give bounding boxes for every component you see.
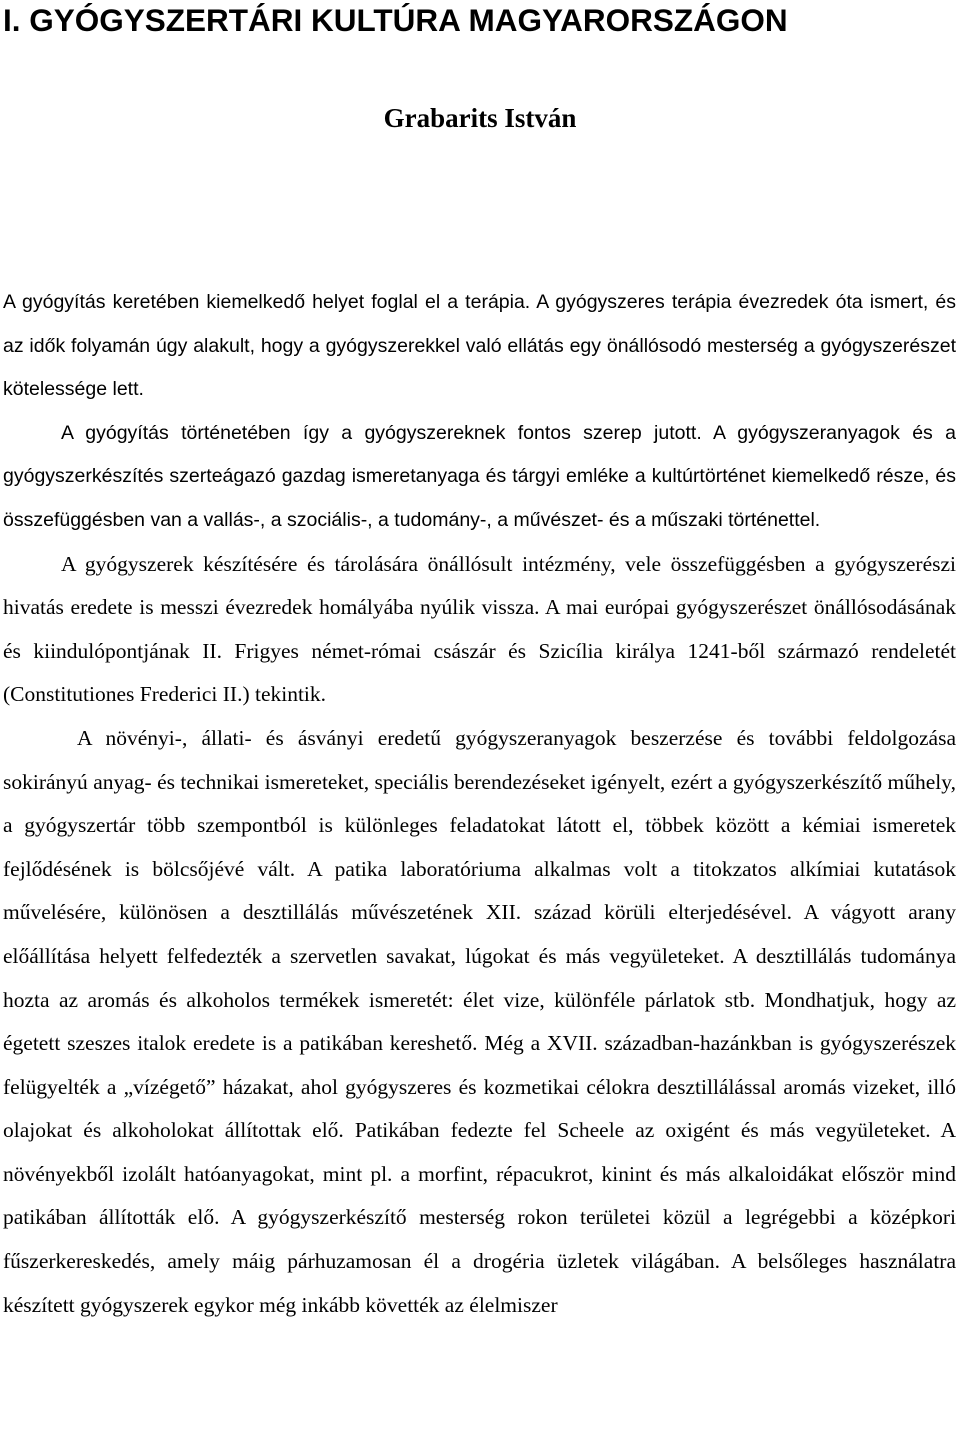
paragraph-3: A gyógyszerek készítésére és tárolására önállósult intézmény, vele összefüggésben a gyógyszerészi hivatás eredete is messzi évezredek homályába nyúlik vissza. A mai európai gyógyszerészet önállósodásának és kiindulópontjának II. Frigyes német-római császár és Szicília királya 1241-ből származó rendeletét (Constitutiones Frederici II.) tekintik. <box>3 551 956 707</box>
document-body <box>3 281 956 1327</box>
paragraph-2: A gyógyítás történetében így a gyógyszereknek fontos szerep jutott. A gyógyszeranyagok és a gyógyszerkészítés szerteágazó gazdag ismeretanyaga és tárgyi emléke a kultúrtörténet kiemelkedő része, és összefüggésben van a vallás-, a szociális-, a tudomány-, a művészet- és a műszaki történettel. <box>3 421 956 531</box>
author-name: Grabarits István <box>383 103 577 133</box>
paragraph-4: A növényi-, állati- és ásványi eredetű gyógyszeranyagok beszerzése és további feldolgozása sokirányú anyag- és technikai ismereteket, speciális berendezéseket igényelt, ezért a gyógyszerkészítő műhely, a gyógyszertár több szempontból is különleges feladatokat látott el, többek között a kémiai ismeretek fejlődésének is bölcsőjévé vált. A patika laboratóriuma alkalmas volt a titokzatos alkímiai kutatások művelésére, különösen a desztillálás művészetének XII. század körüli elterjedésével. A vágyott arany előállítása helyett felfedezték a szervetlen savakat, lúgokat és más vegyületeket. A desztillálás tudománya hozta az aromás és alkoholos termékek ismeretét: élet vize, különféle párlatok stb. Mondhatjuk, hogy az égetett szeszes italok eredete is a patikában kereshető. Még a XVII. században-hazánkban is gyógyszerészek felügyelték a „vízégető” házakat, ahol gyógyszeres és kozmetikai célokra desztillálással aromás vizeket, illó olajokat és alkoholokat állítottak elő. Patikában fedezte fel Scheele az oxigént és más vegyületeket. A növényekből izolált hatóanyagokat, mint pl. a morfint, répacukrot, kinint és más alkaloidákat először mind patikában állították elő. A gyógyszerkészítő mesterség rokon területei közül a legrégebbi a középkori fűszerkereskedés, amely máig párhuzamosan él a drogéria üzletek világában. A belsőleges használatra készített gyógyszerek egykor még inkább követték az élelmiszer <box>3 725 956 1317</box>
paragraph-1: A gyógyítás keretében kiemelkedő helyet foglal el a terápia. A gyógyszeres terápia évezredek óta ismert, és az idők folyamán úgy alakult, hogy a gyógyszerekkel való ellátás egy önállósodó mesterség a gyógyszerészet kötelessége lett. <box>3 291 956 401</box>
document-title: I. GYÓGYSZERTÁRI KULTÚRA MAGYARORSZÁGON <box>3 2 788 38</box>
